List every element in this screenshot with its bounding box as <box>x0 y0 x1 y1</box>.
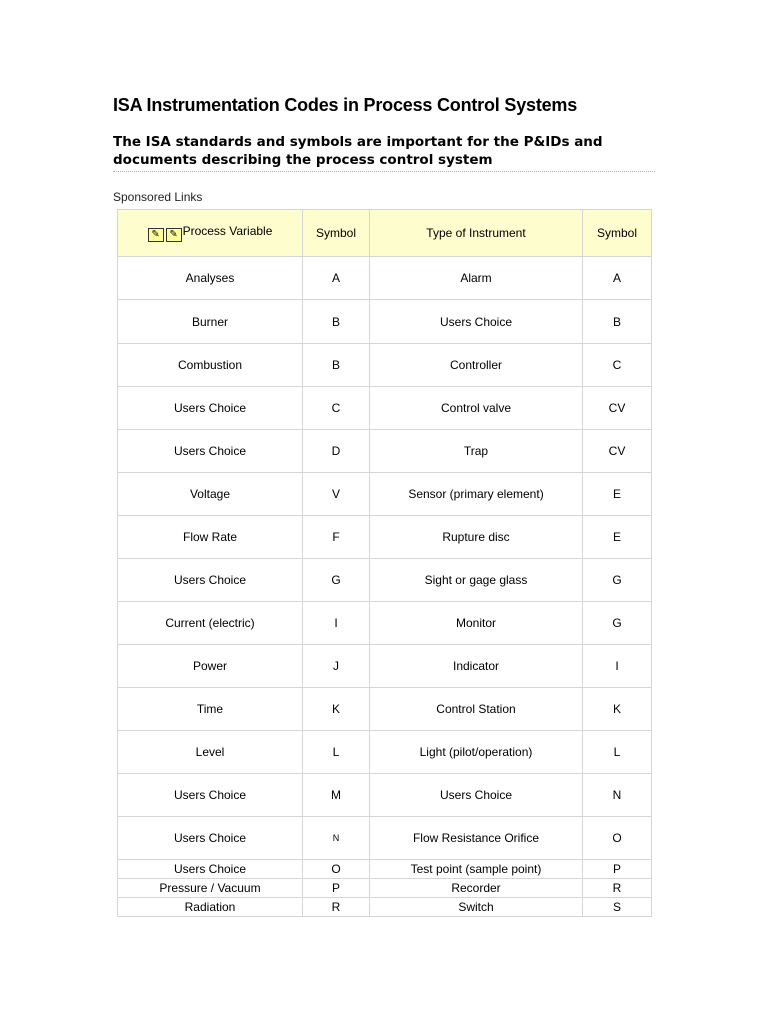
process-variable-cell: Users Choice <box>118 817 303 860</box>
instrument-symbol-cell: A <box>583 257 652 300</box>
page-title: ISA Instrumentation Codes in Process Control Systems <box>113 95 578 115</box>
variable-symbol-cell: A <box>303 257 370 300</box>
process-variable-cell: Users Choice <box>118 387 303 430</box>
variable-symbol-cell: F <box>303 516 370 559</box>
process-variable-cell: Flow Rate <box>118 516 303 559</box>
table-row <box>118 387 652 430</box>
process-variable-cell: Combustion <box>118 344 303 387</box>
table-row <box>118 688 652 731</box>
process-variable-cell: Analyses <box>118 257 303 300</box>
table-row <box>118 257 652 300</box>
variable-symbol-cell: R <box>303 898 370 917</box>
instrument-type-cell: Sensor (primary element) <box>370 473 583 516</box>
dotted-divider <box>113 171 655 172</box>
process-variable-cell: Users Choice <box>118 430 303 473</box>
subtitle-line-2: documents describing the process control system <box>113 152 493 168</box>
header-label: Process Variable <box>182 224 273 238</box>
instrument-type-cell: Test point (sample point) <box>370 860 583 879</box>
instrument-type-cell: Users Choice <box>370 300 583 344</box>
table-row <box>118 473 652 516</box>
instrument-symbol-cell: CV <box>583 430 652 473</box>
instrument-type-cell: Controller <box>370 344 583 387</box>
variable-symbol-cell: J <box>303 645 370 688</box>
instrument-type-cell: Control Station <box>370 688 583 731</box>
table-row <box>118 774 652 817</box>
variable-symbol-cell: P <box>303 879 370 898</box>
instrument-symbol-cell: B <box>583 300 652 344</box>
instrument-type-cell: Recorder <box>370 879 583 898</box>
instrument-type-cell: Switch <box>370 898 583 917</box>
table-row <box>118 731 652 774</box>
header-type-of-instrument: Type of Instrument <box>370 210 583 257</box>
process-variable-cell: Power <box>118 645 303 688</box>
variable-symbol-cell: B <box>303 344 370 387</box>
variable-symbol-cell: B <box>303 300 370 344</box>
process-variable-cell: Time <box>118 688 303 731</box>
header-process-variable <box>118 210 303 257</box>
process-variable-cell: Burner <box>118 300 303 344</box>
variable-symbol-cell: D <box>303 430 370 473</box>
instrument-type-cell: Indicator <box>370 645 583 688</box>
instrument-symbol-cell: C <box>583 344 652 387</box>
instrument-symbol-cell: S <box>583 898 652 917</box>
instrument-symbol-cell: K <box>583 688 652 731</box>
instrument-type-cell: Alarm <box>370 257 583 300</box>
instrument-type-cell: Trap <box>370 430 583 473</box>
variable-symbol-cell: M <box>303 774 370 817</box>
table-row <box>118 860 652 879</box>
instrument-symbol-cell: E <box>583 516 652 559</box>
process-variable-cell: Users Choice <box>118 774 303 817</box>
instrument-symbol-cell: I <box>583 645 652 688</box>
table-row <box>118 516 652 559</box>
table-row <box>118 879 652 898</box>
variable-symbol-cell: G <box>303 559 370 602</box>
table-row <box>118 602 652 645</box>
header-symbol: Symbol <box>583 210 652 257</box>
instrument-symbol-cell: E <box>583 473 652 516</box>
variable-symbol-cell: O <box>303 860 370 879</box>
table-row <box>118 344 652 387</box>
variable-symbol-cell: N <box>303 817 370 860</box>
process-variable-cell: Voltage <box>118 473 303 516</box>
table-row <box>118 898 652 917</box>
instrument-type-cell: Monitor <box>370 602 583 645</box>
instrument-symbol-cell: N <box>583 774 652 817</box>
instrument-type-cell: Control valve <box>370 387 583 430</box>
table-row <box>118 645 652 688</box>
variable-symbol-cell: C <box>303 387 370 430</box>
instrument-symbol-cell: G <box>583 559 652 602</box>
page-subtitle <box>113 133 655 169</box>
header-icons <box>148 228 182 242</box>
variable-symbol-cell: L <box>303 731 370 774</box>
process-variable-cell: Level <box>118 731 303 774</box>
header-symbol: Symbol <box>303 210 370 257</box>
instrument-symbol-cell: L <box>583 731 652 774</box>
process-variable-cell: Radiation <box>118 898 303 917</box>
table-header-row <box>118 210 652 257</box>
edit-icon[interactable]: ✎ <box>148 228 164 242</box>
table-row <box>118 817 652 860</box>
instrument-type-cell: Light (pilot/operation) <box>370 731 583 774</box>
instrument-symbol-cell: O <box>583 817 652 860</box>
edit-icon[interactable]: ✎ <box>166 228 182 242</box>
variable-symbol-cell: V <box>303 473 370 516</box>
process-variable-cell: Pressure / Vacuum <box>118 879 303 898</box>
variable-symbol-cell: I <box>303 602 370 645</box>
instrument-symbol-cell: R <box>583 879 652 898</box>
instrument-symbol-cell: CV <box>583 387 652 430</box>
instrument-type-cell: Users Choice <box>370 774 583 817</box>
instrument-type-cell: Rupture disc <box>370 516 583 559</box>
process-variable-cell: Users Choice <box>118 559 303 602</box>
process-variable-cell: Current (electric) <box>118 602 303 645</box>
instrument-symbol-cell: G <box>583 602 652 645</box>
table-row <box>118 300 652 344</box>
instrument-type-cell: Sight or gage glass <box>370 559 583 602</box>
sponsored-links-label: Sponsored Links <box>113 190 203 204</box>
table-row <box>118 430 652 473</box>
variable-symbol-cell: K <box>303 688 370 731</box>
table-row <box>118 559 652 602</box>
process-variable-cell: Users Choice <box>118 860 303 879</box>
instrument-symbol-cell: P <box>583 860 652 879</box>
subtitle-line-1: The ISA standards and symbols are important for the P&IDs and <box>113 134 603 150</box>
isa-codes-table <box>117 209 652 917</box>
instrument-type-cell: Flow Resistance Orifice <box>370 817 583 860</box>
